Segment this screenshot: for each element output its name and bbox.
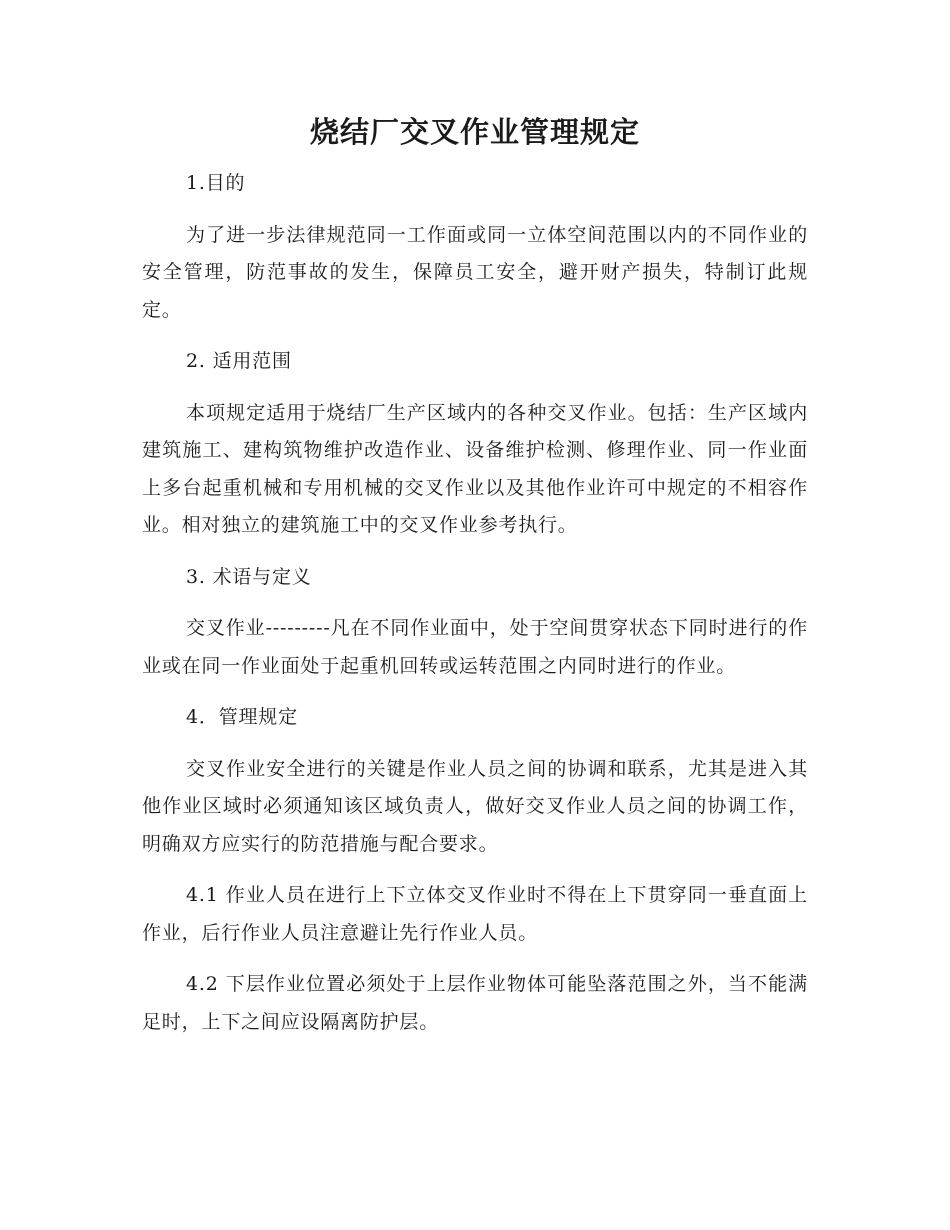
section-heading-scope: 2. 适用范围 xyxy=(186,350,292,372)
document-title: 烧结厂交叉作业管理规定 xyxy=(309,115,640,149)
paragraph-terms: 交叉作业---------凡在不同作业面中，处于空间贯穿状态下同时进行的作业或在同一作业面处于起重机回转或运转范围之内同时进行的作业。 xyxy=(142,617,808,677)
paragraph-scope: 本项规定适用于烧结厂生产区域内的各种交叉作业。包括：生产区域内建筑施工、建构筑物维护改造作业、设备维护检测、修理作业、同一作业面上多台起重机械和专用机械的交叉作业以及其他作业许可中规定的不相容作业。相对独立的建筑施工中的交叉作业参考执行。 xyxy=(142,401,808,536)
document-body xyxy=(142,165,808,1055)
paragraph-rules-intro: 交叉作业安全进行的关键是作业人员之间的协调和联系，尤其是进入其他作业区域时必须通知该区域负责人，做好交叉作业人员之间的协调工作，明确双方应实行的防范措施与配合要求。 xyxy=(142,757,808,855)
paragraph-rule-4-2: 4.2 下层作业位置必须处于上层作业物体可能坠落范围之外，当不能满足时，上下之间应设隔离防护层。 xyxy=(142,973,808,1033)
section-heading-purpose: 1.目的 xyxy=(186,172,246,194)
paragraph-rule-4-1: 4.1 作业人员在进行上下立体交叉作业时不得在上下贯穿同一垂直面上作业，后行作业人员注意避让先行作业人员。 xyxy=(142,884,808,944)
section-heading-rules: 4．管理规定 xyxy=(186,706,298,728)
paragraph-purpose: 为了进一步法律规范同一工作面或同一立体空间范围以内的不同作业的安全管理，防范事故的发生，保障员工安全，避开财产损失，特制订此规定。 xyxy=(142,223,808,321)
section-heading-terms: 3. 术语与定义 xyxy=(186,565,312,588)
